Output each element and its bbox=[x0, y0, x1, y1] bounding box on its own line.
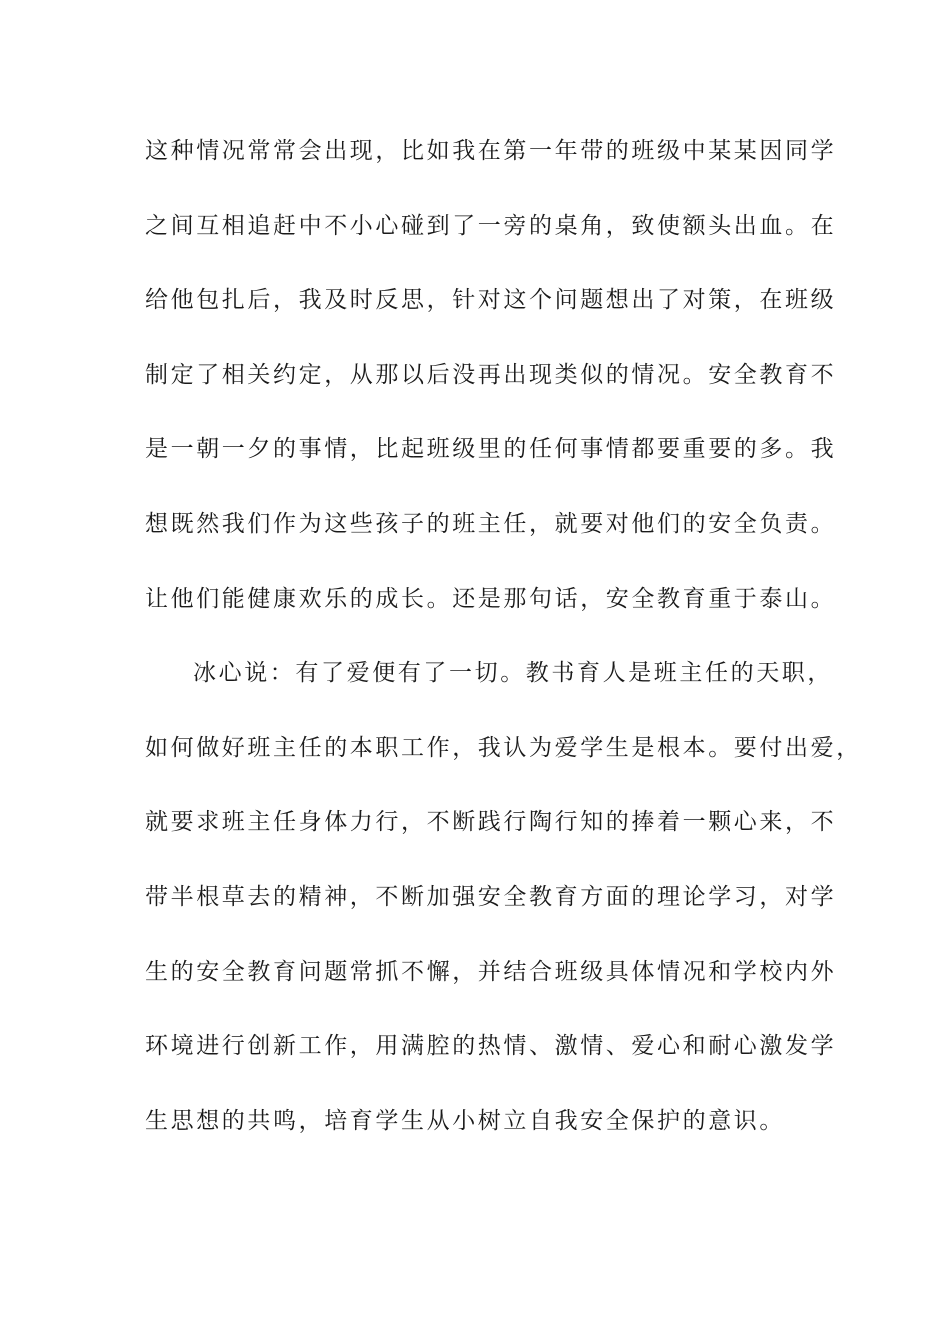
text-line: 让他们能健康欢乐的成长。还是那句话，安全教育重于泰山。 bbox=[145, 585, 837, 612]
paragraph-start-line: 冰心说：有了爱便有了一切。教书育人是班主任的天职， bbox=[193, 660, 833, 687]
text-line: 给他包扎后，我及时反思，针对这个问题想出了对策，在班级 bbox=[145, 287, 837, 314]
text-line: 就要求班主任身体力行，不断践行陶行知的捧着一颗心来，不 bbox=[145, 809, 837, 836]
text-line: 制定了相关约定，从那以后没再出现类似的情况。安全教育不 bbox=[145, 361, 837, 388]
text-line: 带半根草去的精神，不断加强安全教育方面的理论学习，对学 bbox=[145, 883, 837, 910]
text-line: 是一朝一夕的事情，比起班级里的任何事情都要重要的多。我 bbox=[145, 436, 837, 463]
text-line: 想既然我们作为这些孩子的班主任，就要对他们的安全负责。 bbox=[145, 510, 837, 537]
text-line: 生的安全教育问题常抓不懈，并结合班级具体情况和学校内外 bbox=[145, 958, 837, 985]
text-line: 如何做好班主任的本职工作，我认为爱学生是根本。要付出爱， bbox=[145, 734, 862, 761]
body-text bbox=[145, 128, 862, 1172]
text-line: 这种情况常常会出现，比如我在第一年带的班级中某某因同学 bbox=[145, 138, 837, 164]
text-line: 生思想的共鸣，培育学生从小树立自我安全保护的意识。 bbox=[145, 1107, 785, 1134]
text-line: 之间互相追赶中不小心碰到了一旁的桌角，致使额头出血。在 bbox=[145, 212, 837, 239]
text-line: 环境进行创新工作，用满腔的热情、激情、爱心和耐心激发学 bbox=[145, 1033, 837, 1060]
